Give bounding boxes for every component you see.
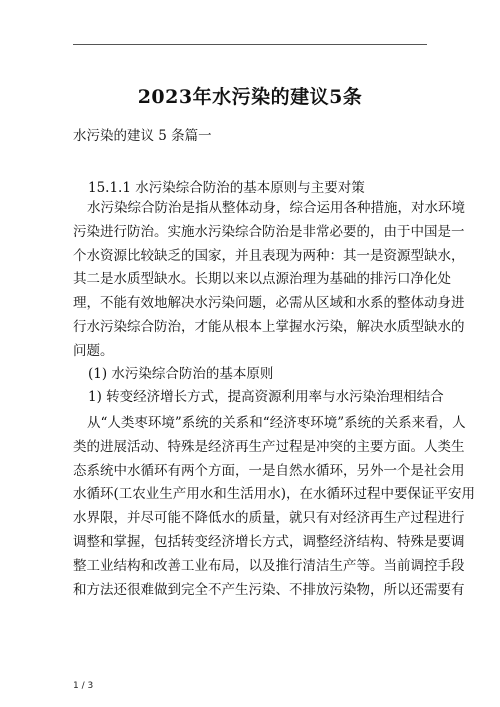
paragraph-line: 水污染综合防治是指从整体动身，综合运用各种措施，对水环境 bbox=[87, 200, 465, 216]
paragraph-1 bbox=[73, 197, 465, 364]
paragraph-line: 水界限，并尽可能不降低水的质量，就只有对经济再生产过程进行 bbox=[73, 510, 465, 527]
item-heading: 1) 转变经济增长方式，提高资源利用率与水污染治理相结合 bbox=[88, 389, 444, 405]
page-indicator: 1 / 3 bbox=[73, 681, 94, 691]
paragraph-line: 调整和掌握，包括转变经济增长方式，调整经济结构、特殊是要调 bbox=[73, 533, 465, 550]
paragraph-line: 态系统中水循环有两个方面，一是自然水循环，另外一个是社会用 bbox=[73, 462, 465, 479]
paragraph-line: 类的进展活动、特殊是经济再生产过程是冲突的主要方面。人类生 bbox=[73, 438, 465, 455]
paragraph-line: 水循环(工农业生产用水和生活用水)，在水循环过程中要保证平安用 bbox=[73, 486, 476, 503]
paragraph-line: 其二是水质型缺水。长期以来以点源治理为基础的排污口净化处 bbox=[73, 271, 451, 288]
paragraph-line: 理，不能有效地解决水污染问题，必需从区域和水系的整体动身进 bbox=[73, 295, 465, 312]
paragraph-line: 污染进行防治。实施水污染综合防治是非常必要的，由于中国是一 bbox=[73, 223, 465, 240]
document-title: 2023年水污染的建议5条 bbox=[137, 86, 363, 108]
paragraph-line: 行水污染综合防治，才能从根本上掌握水污染，解决水质型缺水的 bbox=[73, 318, 465, 335]
header-rule bbox=[73, 44, 427, 45]
paragraph-line: 和方法还很难做到完全不产生污染、不排放污染物，所以还需要有 bbox=[73, 581, 465, 598]
section-heading: 15.1.1 水污染综合防治的基本原则与主要对策 bbox=[88, 180, 365, 196]
paragraph-2 bbox=[73, 412, 476, 602]
paragraph-line: 个水资源比较缺乏的国家，并且表现为两种：其一是资源型缺水， bbox=[73, 247, 465, 264]
paragraph-line: 问题。 bbox=[73, 342, 114, 359]
paragraph-line: 从“人类枣环境”系统的关系和“经济枣环境”系统的关系来看，人 bbox=[87, 415, 466, 431]
subsection-heading: (1) 水污染综合防治的基本原则 bbox=[88, 366, 274, 382]
paragraph-line: 整工业结构和改善工业布局，以及推行清洁生产等。当前调控手段 bbox=[73, 557, 465, 574]
document-subtitle: 水污染的建议 5 条篇一 bbox=[73, 128, 212, 144]
